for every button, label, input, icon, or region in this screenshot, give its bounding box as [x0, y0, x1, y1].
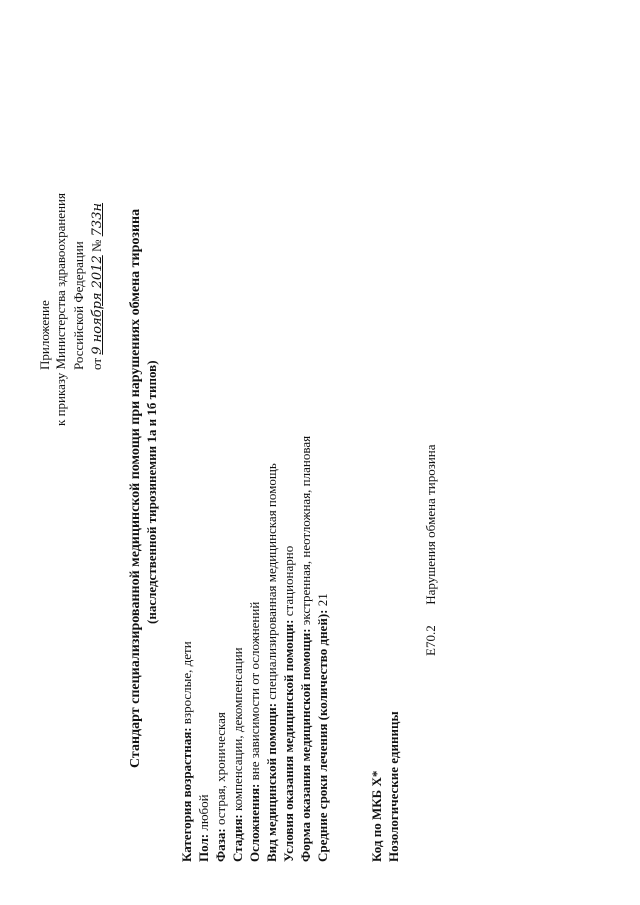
param-care-conditions: Условия оказания медицинской помощи: стационарно: [281, 545, 296, 862]
nosological-units-label: Нозологические единицы: [386, 711, 401, 862]
appendix-order-line: [90, 203, 104, 370]
param-care-form: Форма оказания медицинской помощи: экстренная, неотложная, плановая: [298, 435, 313, 862]
param-care-type: Вид медицинской помощи: специализированная медицинская помощь: [264, 463, 279, 862]
icd-code: E70.2: [423, 625, 438, 656]
param-stage: Стадия: компенсации, декомпенсации: [230, 647, 245, 862]
document-title: Стандарт специализированной медицинской помощи при нарушениях обмена тирозина: [128, 208, 143, 768]
appendix-line-1: Приложение: [37, 300, 52, 370]
param-sex: Пол: любой: [196, 794, 211, 862]
param-phase: Фаза: острая, хроническая: [213, 712, 228, 862]
param-treatment-duration: Средние сроки лечения (количество дней): 21: [315, 593, 330, 862]
document-subtitle: (наследственной тирозинемии 1а и 1б типов): [144, 360, 159, 624]
param-complications: Осложнения: вне зависимости от осложнений: [247, 601, 262, 862]
appendix-line-2: к приказу Министерства здравоохранения: [53, 193, 68, 426]
order-prefix: от: [89, 357, 104, 370]
order-number-label: №: [89, 239, 104, 252]
handwritten-date: 9 ноября 2012: [90, 255, 105, 355]
param-age-category: Категория возрастная: взрослые, дети: [179, 641, 194, 862]
icd-description: Нарушения обмена тирозина: [423, 444, 438, 605]
appendix-line-3: Российской Федерации: [71, 241, 86, 370]
icd-code-label: Код по МКБ X*: [369, 770, 384, 862]
icd-entry: [424, 444, 437, 656]
handwritten-number: 733н: [90, 202, 105, 237]
